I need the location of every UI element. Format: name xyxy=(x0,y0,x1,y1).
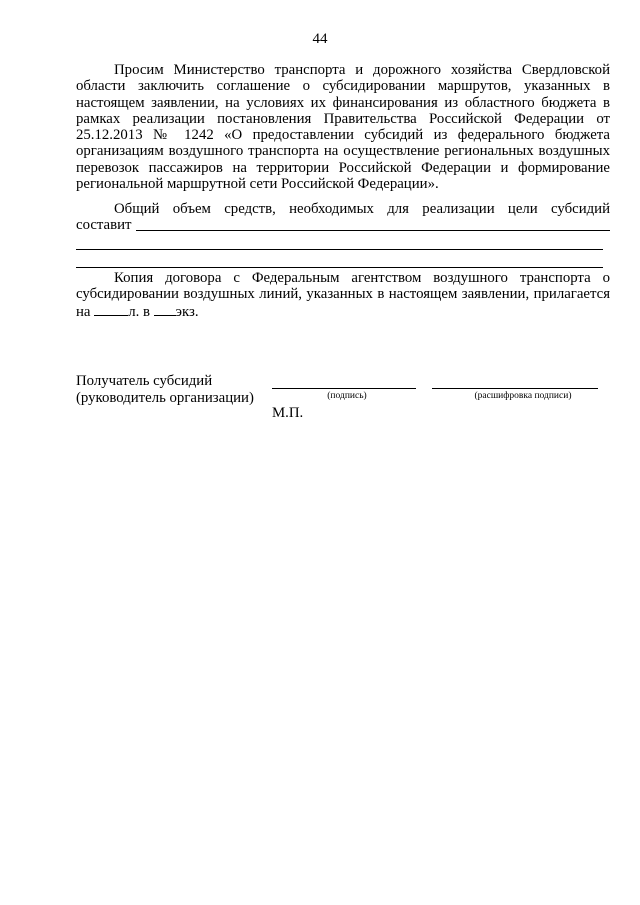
contract-paragraph xyxy=(76,270,610,320)
request-paragraph-block xyxy=(76,62,610,192)
contract-text-start: Копия договора с Федеральным агентством воздушного транспорта о субсидировании воздушных линий, указанных в настоящем заявлении, прилагается на xyxy=(76,270,610,320)
signatory-title: Получатель субсидий xyxy=(76,373,213,389)
signature-line xyxy=(272,388,416,389)
signatory-role: (руководитель организации) xyxy=(76,389,254,406)
funds-amount-blank xyxy=(136,230,611,231)
decryption-caption: (расшифровка подписи) xyxy=(474,391,572,401)
funds-amount-row xyxy=(76,217,610,233)
signatory-label xyxy=(76,373,254,406)
stamp-place-label: М.П. xyxy=(272,405,304,421)
signature-caption: (подпись) xyxy=(327,391,367,401)
contract-paragraph-block xyxy=(76,270,610,320)
funds-paragraph-block xyxy=(76,201,610,234)
sheets-count-blank xyxy=(94,303,128,316)
page-number: 44 xyxy=(312,31,328,47)
request-paragraph: Просим Министерство транспорта и дорожного хозяйства Свердловской области заключить соглашение о субсидировании маршрутов, указанных в настоящем заявлении, на условиях их финансирования из областного бюджета в рамках реализации постановления Правительства Российской Федерации от 25.12.2013 № 1242 «О предоставлении субсидий из федерального бюджета организациям воздушного транспорта на осуществление региональных воздушных перевозок пассажиров на территории Российской Федерации и формирование региональной маршрутной сети Российской Федерации». xyxy=(76,62,610,193)
signature-decryption-line xyxy=(432,388,598,389)
funds-paragraph-text: Общий объем средств, необходимых для реализации цели субсидий xyxy=(114,201,610,217)
copies-count-blank xyxy=(154,303,176,316)
blank-line xyxy=(76,267,603,268)
contract-text-end: экз. xyxy=(175,303,199,320)
blank-line xyxy=(76,249,603,250)
funds-amount-label: составит xyxy=(76,217,132,234)
contract-text-middle: л. в xyxy=(128,303,154,320)
